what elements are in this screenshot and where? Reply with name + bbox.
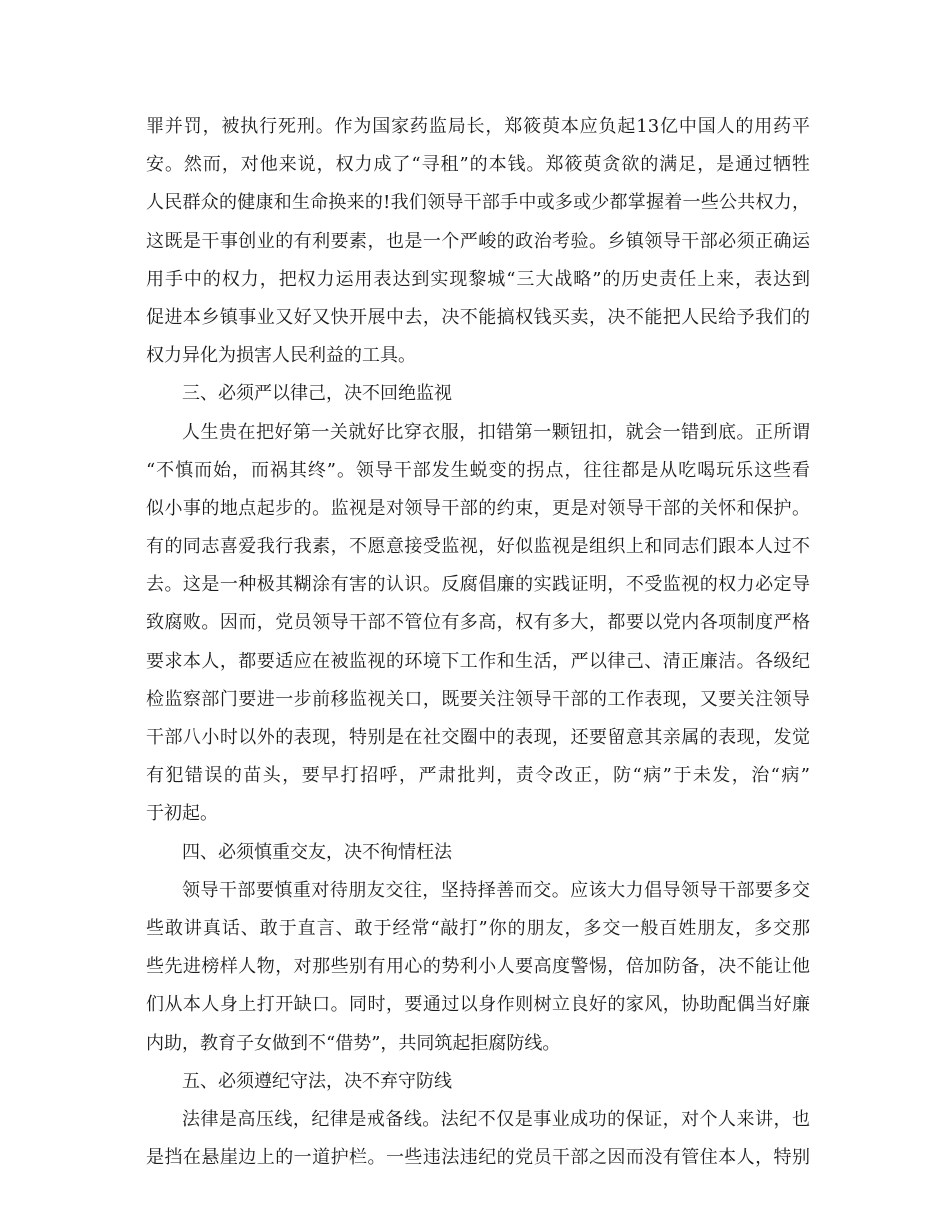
text-line: 是挡在悬崖边上的一道护栏。一些违法违纪的党员干部之因而没有管住本人，特别 [146,1147,810,1169]
text-line: “不慎而始，而祸其终”。领导干部发生蜕变的拐点，往往都是从吃喝玩乐这些看 [146,459,810,481]
text-line: 权力异化为损害人民利益的工具。 [146,345,416,367]
text-line: 去。这是一种极其糊涂有害的认识。反腐倡廉的实践证明，不受监视的权力必定导 [146,574,810,596]
text-line: 安。然而，对他来说，权力成了“寻租”的本钱。郑筱萸贪欲的满足，是通过牺牲 [146,154,810,176]
text-line: 们从本人身上打开缺口。同时，要通过以身作则树立良好的家风，协助配偶当好廉 [146,994,810,1016]
text-line: 罪并罚，被执行死刑。作为国家药监局长，郑筱萸本应负起13亿中国人的用药平 [146,116,810,137]
section-heading-5: 五、必须遵纪守法，决不弃守防线 [182,1070,452,1092]
text-line: 有的同志喜爱我行我素，不愿意接受监视，好似监视是组织上和同志们跟本人过不 [146,536,810,558]
section-heading-3: 三、必须严以律己，决不回绝监视 [182,383,452,405]
section-heading-4: 四、必须慎重交友，决不徇情枉法 [182,841,452,863]
text-line: 内助，教育子女做到不“借势”，共同筑起拒腐防线。 [146,1032,561,1054]
text-line: 这既是干事创业的有利要素，也是一个严峻的政治考验。乡镇领导干部必须正确运 [146,230,810,252]
text-line: 法律是高压线，纪律是戒备线。法纪不仅是事业成功的保证，对个人来讲，也 [182,1108,810,1130]
text-line: 检监察部门要进一步前移监视关口，既要关注领导干部的工作表现，又要关注领导 [146,688,810,710]
text-line: 用手中的权力，把权力运用表达到实现黎城“三大战略”的历史责任上来，表达到 [146,268,810,290]
text-line: 于初起。 [146,803,218,825]
text-line: 些敢讲真话、敢于直言、敢于经常“敲打”你的朋友，多交一般百姓朋友，多交那 [146,917,810,939]
paragraph-section-4 [146,872,810,1063]
text-line: 人民群众的健康和生命换来的!我们领导干部手中或多或少都掌握着一些公共权力， [146,192,810,214]
text-line: 领导干部要慎重对待朋友交往，坚持择善而交。应该大力倡导领导干部要多交 [182,879,810,901]
text-line: 致腐败。因而，党员领导干部不管位有多高，权有多大，都要以党内各项制度严格 [146,612,810,634]
text-line: 人生贵在把好第一关就好比穿衣服，扣错第一颗钮扣，就会一错到底。正所谓 [182,421,810,443]
text-line: 有犯错误的苗头，要早打招呼，严肃批判，责令改正，防“病”于未发，治“病” [146,765,810,787]
text-line: 促进本乡镇事业又好又快开展中去，决不能搞权钱买卖，决不能把人民给予我们的 [146,306,810,328]
text-line: 些先进榜样人物，对那些别有用心的势利小人要高度警惕，倍加防备，决不能让他 [146,956,810,978]
paragraph-continued [146,108,810,375]
document-body [146,108,810,1177]
paragraph-section-5 [146,1101,810,1177]
text-line: 干部八小时以外的表现，特别是在社交圈中的表现，还要留意其亲属的表现，发觉 [146,727,810,748]
paragraph-section-3 [146,414,810,834]
text-line: 似小事的地点起步的。监视是对领导干部的约束，更是对领导干部的关怀和保护。 [146,497,810,519]
text-line: 要求本人，都要适应在被监视的环境下工作和生活，严以律己、清正廉洁。各级纪 [146,650,810,672]
